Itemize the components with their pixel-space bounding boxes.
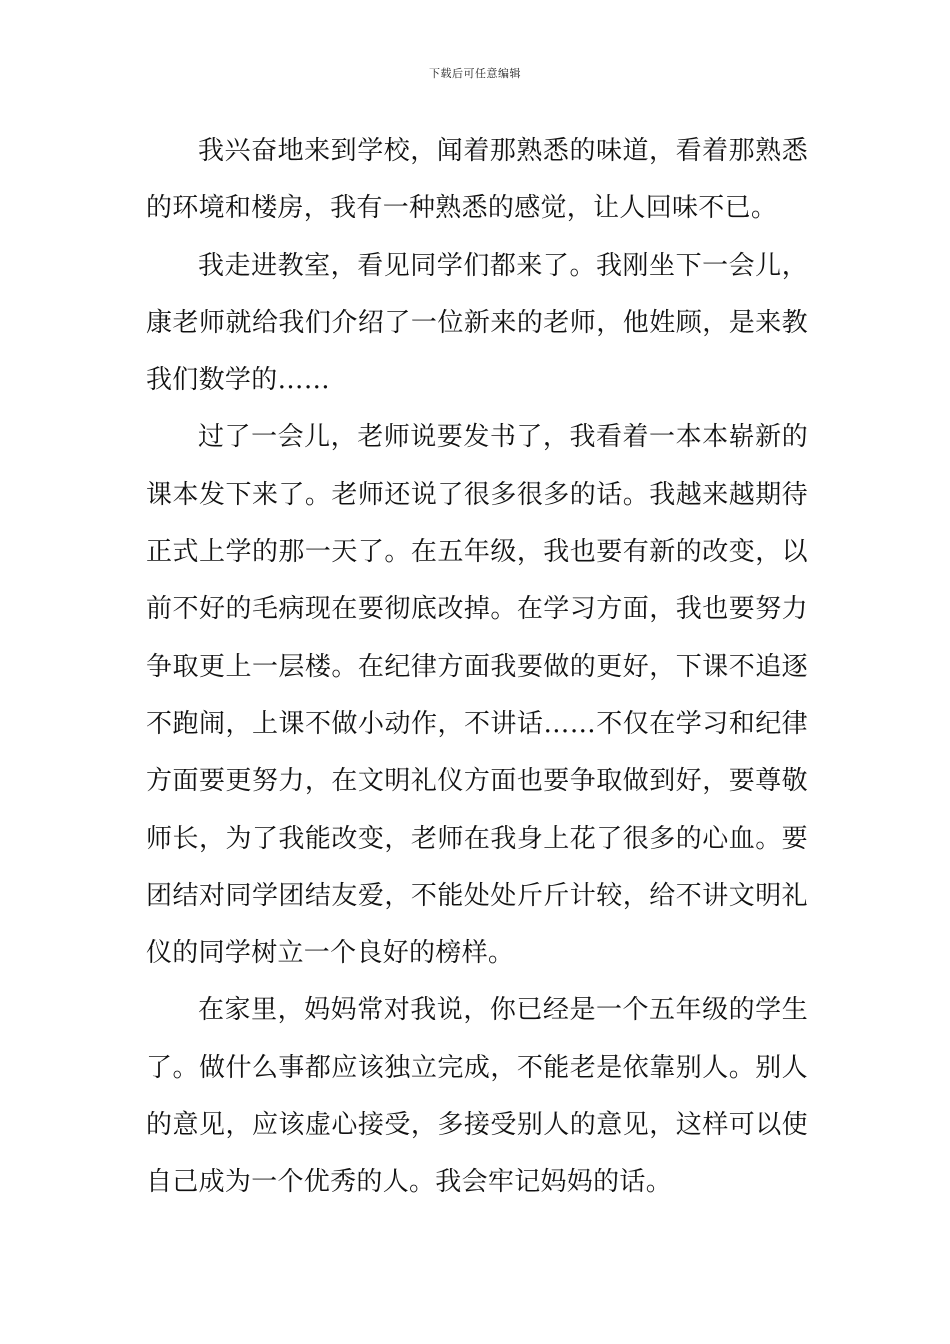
page-header-note: 下载后可任意编辑 xyxy=(429,67,521,80)
essay-body xyxy=(146,123,808,1212)
paragraph-1: 我兴奋地来到学校，闻着那熟悉的味道，看着那熟悉的环境和楼房，我有一种熟悉的感觉，让人回味不已。 xyxy=(146,136,808,224)
paragraph-2: 我走进教室，看见同学们都来了。我刚坐下一会儿，康老师就给我们介绍了一位新来的老师，他姓顾，是来教我们数学的…… xyxy=(146,250,808,396)
paragraph-3: 过了一会儿，老师说要发书了，我看着一本本崭新的课本发下来了。老师还说了很多很多的话。我越来越期待正式上学的那一天了。在五年级，我也要有新的改变，以前不好的毛病现在要彻底改掉。在学习方面，我也要努力争取更上一层楼。在纪律方面我要做的更好，下课不追逐不跑闹，上课不做小动作，不讲话……不仅在学习和纪律方面要更努力，在文明礼仪方面也要争取做到好，要尊敬师长，为了我能改变，老师在我身上花了很多的心血。要团结对同学团结友爱，不能处处斤斤计较，给不讲文明礼仪的同学树立一个良好的榜样。 xyxy=(146,422,808,969)
paragraph-4: 在家里，妈妈常对我说，你已经是一个五年级的学生了。做什么事都应该独立完成，不能老是依靠别人。别人的意见，应该虚心接受，多接受别人的意见，这样可以使自己成为一个优秀的人。我会牢记妈妈的话。 xyxy=(146,995,808,1198)
